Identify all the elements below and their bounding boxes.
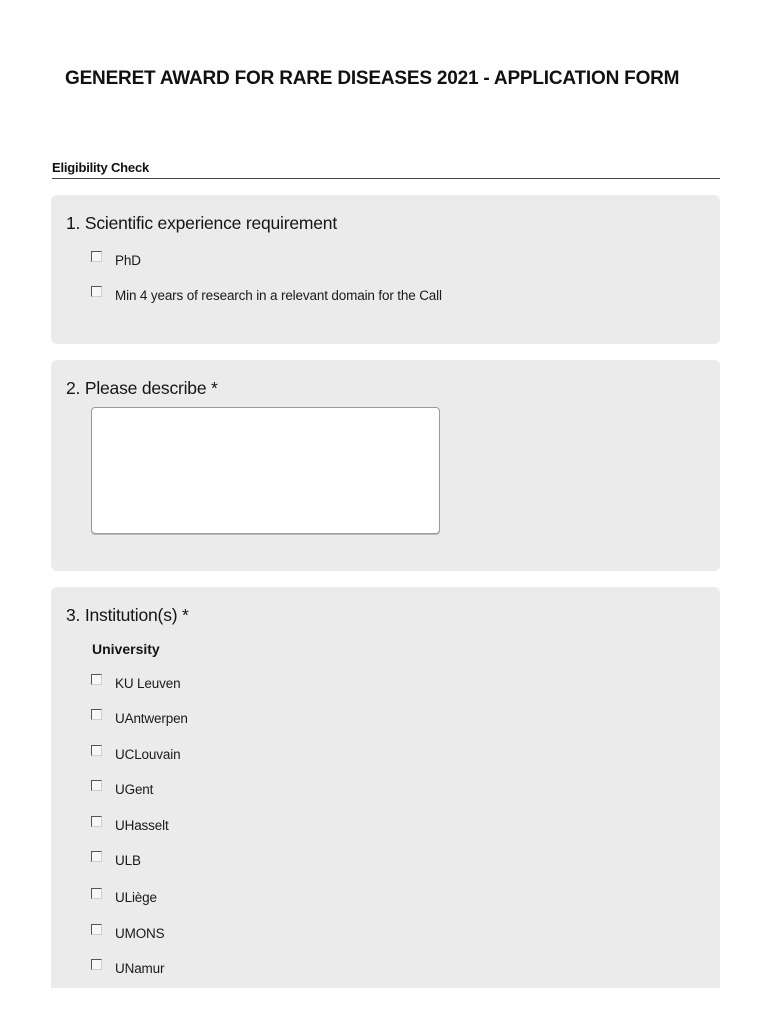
checkbox[interactable] xyxy=(91,851,102,862)
describe-textarea[interactable] xyxy=(91,407,440,534)
option-label: UHasselt xyxy=(115,817,169,833)
option-label: ULiège xyxy=(115,889,157,905)
question-title: 2. Please describe * xyxy=(66,378,218,398)
checkbox[interactable] xyxy=(91,286,102,297)
question-card-please-describe xyxy=(51,360,720,571)
checkbox[interactable] xyxy=(91,924,102,935)
option-label: Min 4 years of research in a relevant domain for the Call xyxy=(115,287,442,303)
question-card-scientific-experience xyxy=(51,195,720,344)
checkbox[interactable] xyxy=(91,674,102,685)
option-ugent[interactable] xyxy=(91,781,153,797)
option-label: UNamur xyxy=(115,960,165,976)
group-label-university: University xyxy=(92,641,160,657)
option-label: UGent xyxy=(115,781,154,797)
option-label: PhD xyxy=(115,252,141,268)
question-title: 1. Scientific experience requirement xyxy=(66,213,337,233)
option-label: KU Leuven xyxy=(115,675,181,691)
option-unamur[interactable] xyxy=(91,960,164,976)
page-title: GENERET AWARD FOR RARE DISEASES 2021 - APPLICATION FORM xyxy=(65,68,680,89)
option-uliege[interactable] xyxy=(91,889,157,905)
option-label: UAntwerpen xyxy=(115,710,188,726)
option-label: UCLouvain xyxy=(115,746,181,762)
question-card-institutions xyxy=(51,587,720,988)
question-title: 3. Institution(s) * xyxy=(66,605,189,625)
checkbox[interactable] xyxy=(91,709,102,720)
option-uclouvain[interactable] xyxy=(91,746,180,762)
checkbox[interactable] xyxy=(91,251,102,262)
checkbox[interactable] xyxy=(91,816,102,827)
checkbox[interactable] xyxy=(91,780,102,791)
option-ku-leuven[interactable] xyxy=(91,675,180,691)
option-uantwerpen[interactable] xyxy=(91,710,188,726)
option-umons[interactable] xyxy=(91,925,165,941)
option-label: ULB xyxy=(115,852,141,868)
option-phd[interactable] xyxy=(91,252,141,268)
option-label: UMONS xyxy=(115,925,165,941)
checkbox[interactable] xyxy=(91,959,102,970)
option-min-4-years-research[interactable] xyxy=(91,287,442,303)
checkbox[interactable] xyxy=(91,888,102,899)
section-header: Eligibility Check xyxy=(52,160,720,179)
option-uhasselt[interactable] xyxy=(91,817,169,833)
option-ulb[interactable] xyxy=(91,852,141,868)
checkbox[interactable] xyxy=(91,745,102,756)
